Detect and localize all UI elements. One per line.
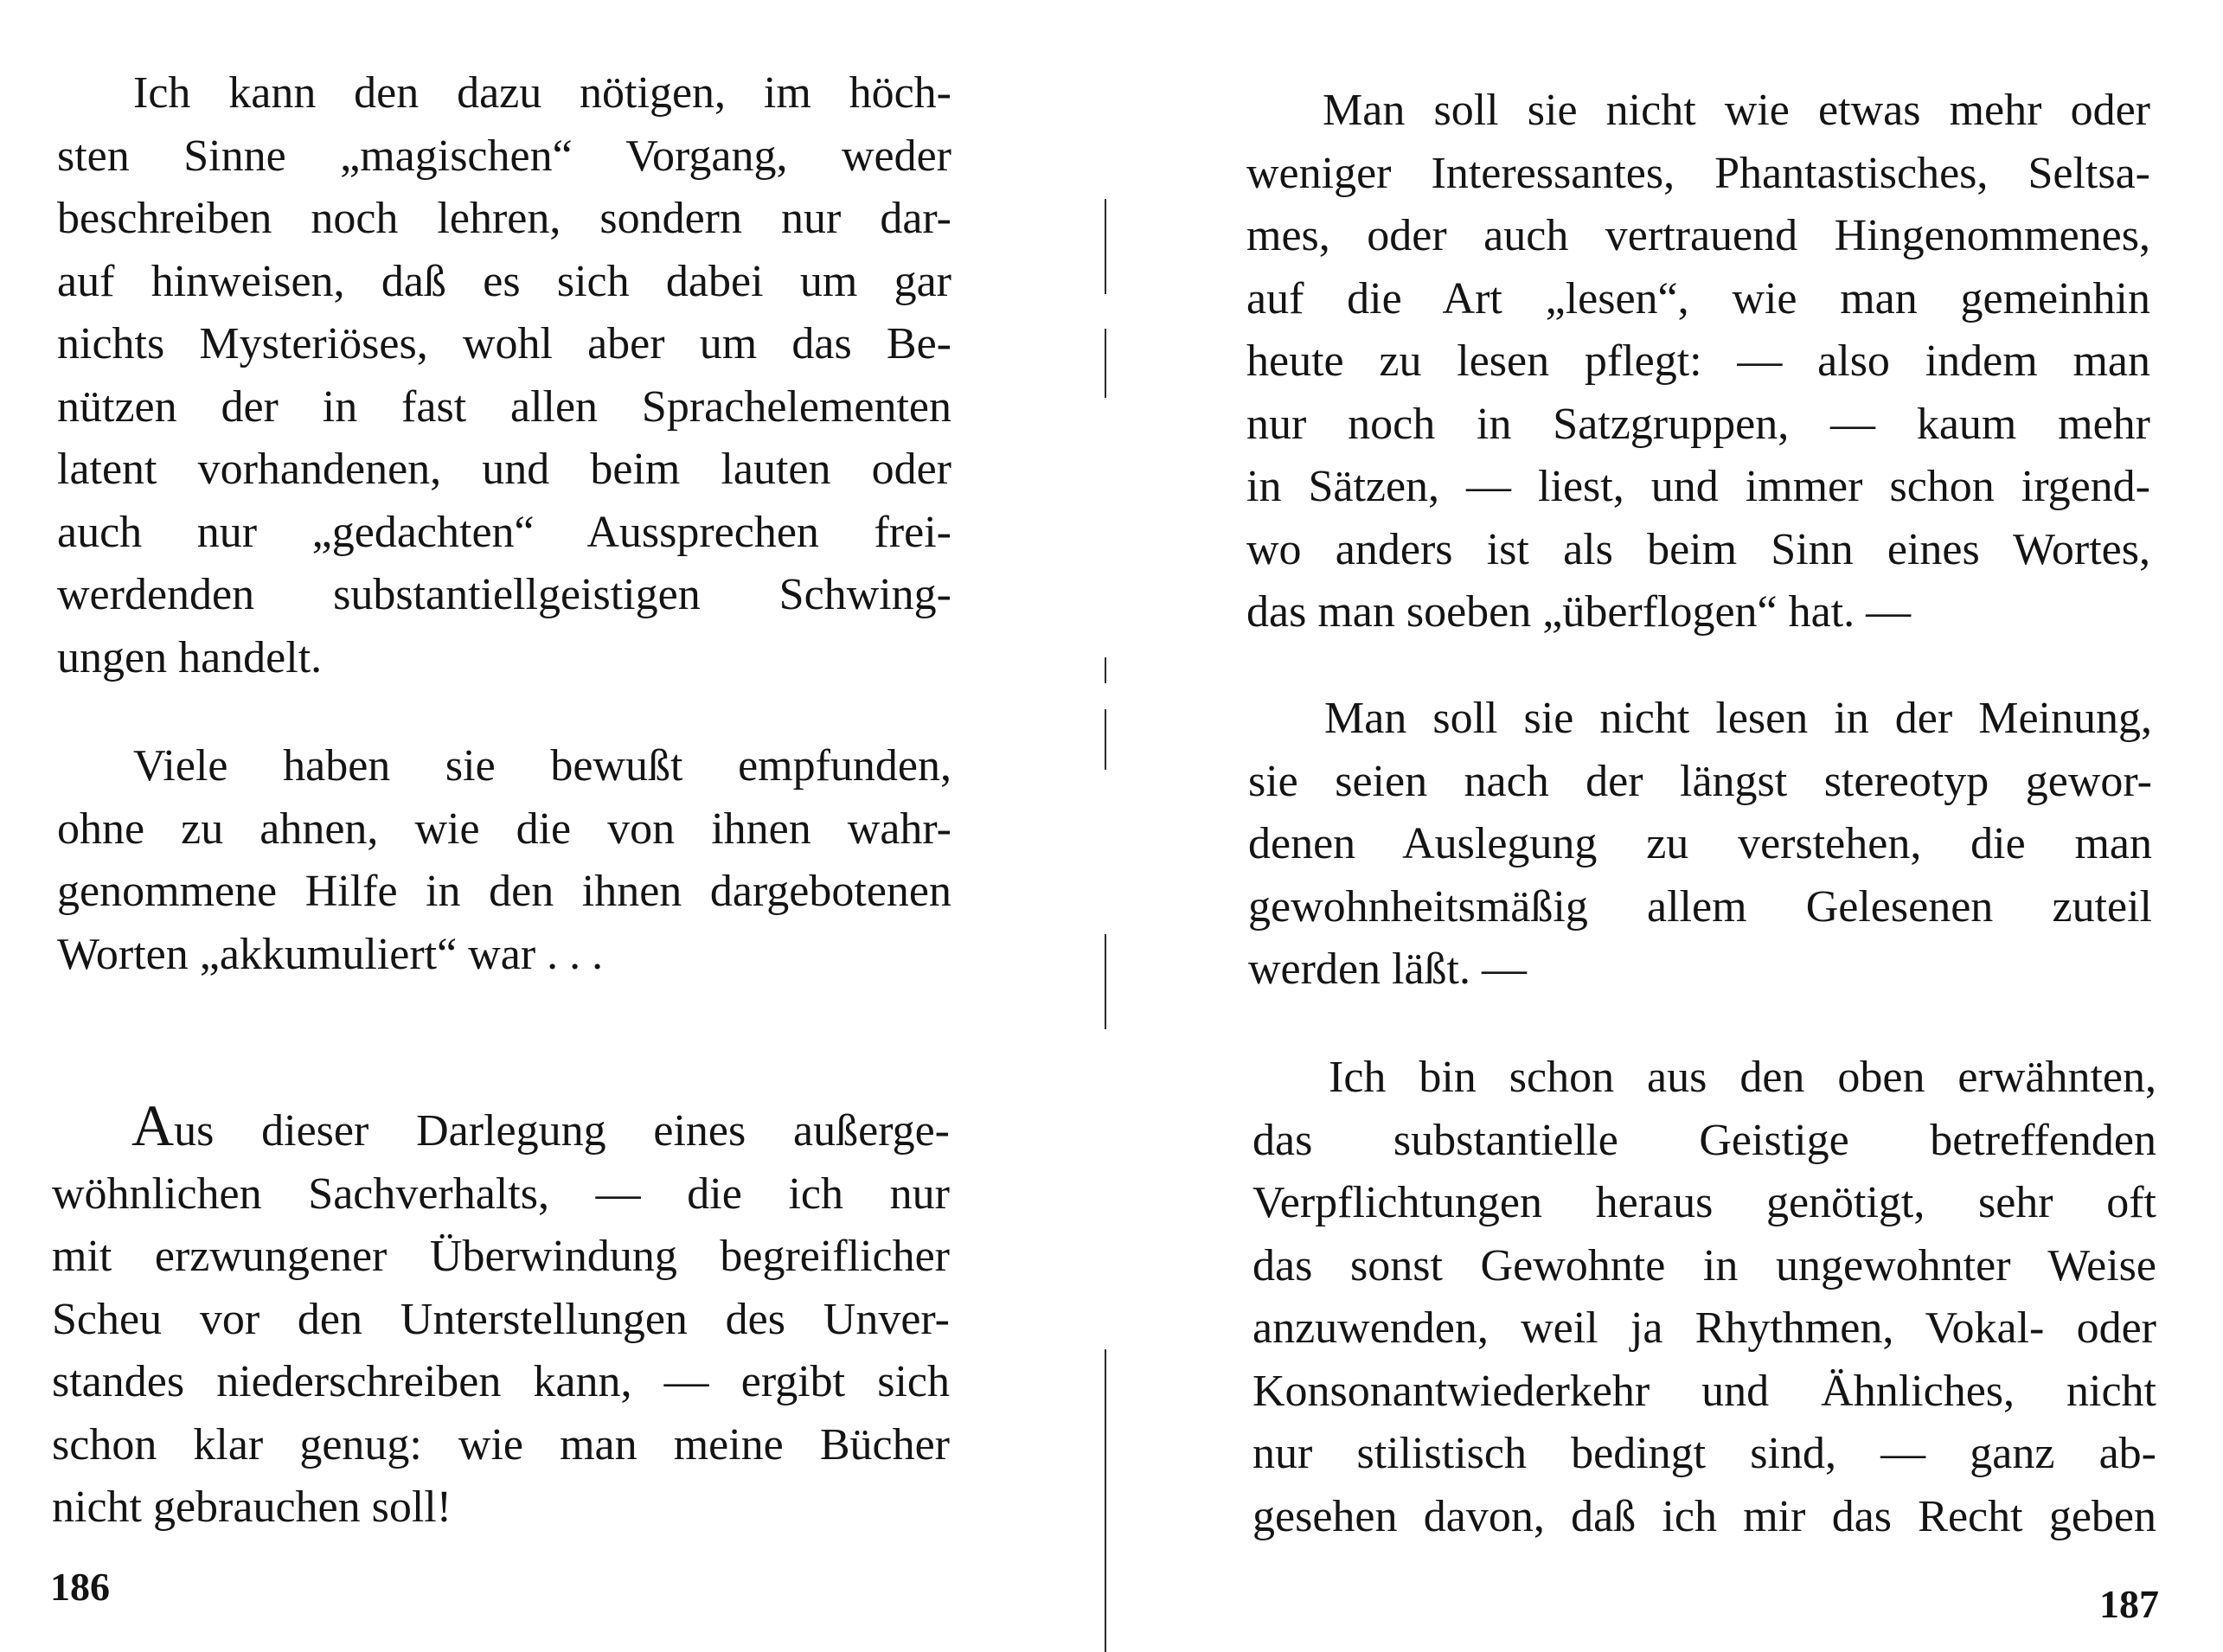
- text-line: Worten „akkumuliert“ war . . .: [57, 929, 604, 979]
- text-line: werden läßt. —: [1248, 944, 1528, 994]
- text-line: nur stilistisch bedingt sind, — ganz ab-: [1252, 1429, 2156, 1478]
- left-paragraph-1: [57, 62, 951, 689]
- text-line: beschreiben noch lehren, sondern nur dar-: [57, 194, 951, 243]
- right-paragraph-1: [1246, 80, 2150, 644]
- text-line: gewohnheitsmäßig allem Gelesenen zuteil: [1248, 881, 2152, 932]
- text-line: nur noch in Satzgruppen, — kaum mehr: [1246, 399, 2150, 449]
- text-line: werdenden substantiellgeistigen Schwing-: [57, 570, 951, 619]
- text-line: auf die Art „lesen“, wie man gemeinhin: [1246, 273, 2150, 323]
- text-line: anzuwenden, weil ja Rhythmen, Vokal- oder: [1252, 1303, 2156, 1353]
- text-line: wo anders ist als beim Sinn eines Wortes,: [1246, 524, 2150, 574]
- book-gutter: [1104, 0, 1107, 1652]
- gutter-line: [1105, 934, 1106, 1029]
- text-line: nichts Mysteriöses, wohl aber um das Be-: [57, 319, 951, 368]
- text-line: heute zu lesen pflegt: — also indem man: [1246, 336, 2150, 386]
- text-line: ungen handelt.: [57, 632, 323, 682]
- right-page: [1112, 0, 2223, 1652]
- text-line: auf hinweisen, daß es sich dabei um gar: [57, 256, 951, 306]
- text-line: in Sätzen, — liest, und immer schon irgend-: [1246, 462, 2150, 511]
- gutter-line: [1105, 329, 1106, 398]
- gutter-line: [1105, 657, 1106, 683]
- page-number: 187: [2099, 1582, 2159, 1626]
- right-paragraph-2: [1248, 688, 2152, 1002]
- text-line: nicht gebrauchen soll!: [52, 1482, 452, 1532]
- text-line: Ich kann den dazu nötigen, im höch-: [133, 68, 951, 118]
- left-paragraph-3: [52, 1094, 950, 1540]
- text-line: sie seien nach der längst stereotyp gewor-: [1248, 756, 2152, 806]
- text-line: auch nur „gedachten“ Aussprechen frei-: [57, 507, 951, 557]
- gutter-line: [1105, 1349, 1106, 1652]
- text-line: Viele haben sie bewußt empfunden,: [133, 741, 951, 791]
- left-page: [0, 0, 1107, 1652]
- text-line: denen Auslegung zu verstehen, die man: [1248, 819, 2152, 868]
- text-line: latent vorhandenen, und beim lauten oder: [57, 445, 951, 494]
- text-line: genommene Hilfe in den ihnen dargebotenen: [57, 867, 951, 916]
- text-line: standes niederschreiben kann, — ergibt sich: [52, 1357, 950, 1406]
- gutter-line: [1105, 709, 1106, 770]
- drop-cap: A: [131, 1092, 175, 1158]
- text-line: Man soll sie nicht wie etwas mehr oder: [1323, 86, 2150, 135]
- text-line: mes, oder auch vertrauend Hingenommenes,: [1246, 211, 2150, 260]
- text-line: weniger Interessantes, Phantastisches, Seltsa-: [1246, 148, 2150, 198]
- text-line: Man soll sie nicht lesen in der Meinung,: [1324, 694, 2152, 743]
- text-line: ohne zu ahnen, wie die von ihnen wahr-: [57, 804, 951, 854]
- left-paragraph-2: [57, 735, 951, 986]
- text-line: das man soeben „überflogen“ hat. —: [1246, 587, 1912, 637]
- page-number: 186: [50, 1565, 110, 1609]
- text-line: schon klar genug: wie man meine Bücher: [52, 1419, 950, 1470]
- text-line: Konsonantwiederkehr und Ähnliches, nicht: [1252, 1366, 2156, 1416]
- gutter-line: [1105, 199, 1106, 294]
- text-line: nützen der in fast allen Sprachelementen: [57, 381, 951, 432]
- text-line: wöhnlichen Sachverhalts, — die ich nur: [52, 1169, 950, 1219]
- text-line: das sonst Gewohnte in ungewohnter Weise: [1252, 1240, 2156, 1290]
- text-line: sten Sinne „magischen“ Vorgang, weder: [57, 131, 951, 181]
- text-line: das substantielle Geistige betreffenden: [1252, 1115, 2156, 1165]
- text-line: Ich bin schon aus den oben erwähnten,: [1329, 1053, 2156, 1102]
- text-line: [52, 1094, 950, 1163]
- text-line: mit erzwungener Überwindung begreiflicher: [52, 1232, 950, 1281]
- text-line: Scheu vor den Unterstellungen des Unver-: [52, 1294, 950, 1344]
- text-line-rest: us dieser Darlegung eines außerge-: [174, 1106, 950, 1156]
- text-line: Verpflichtungen heraus genötigt, sehr oft: [1252, 1178, 2156, 1227]
- right-paragraph-3: [1252, 1047, 2156, 1548]
- text-line: gesehen davon, daß ich mir das Recht geben: [1252, 1491, 2156, 1541]
